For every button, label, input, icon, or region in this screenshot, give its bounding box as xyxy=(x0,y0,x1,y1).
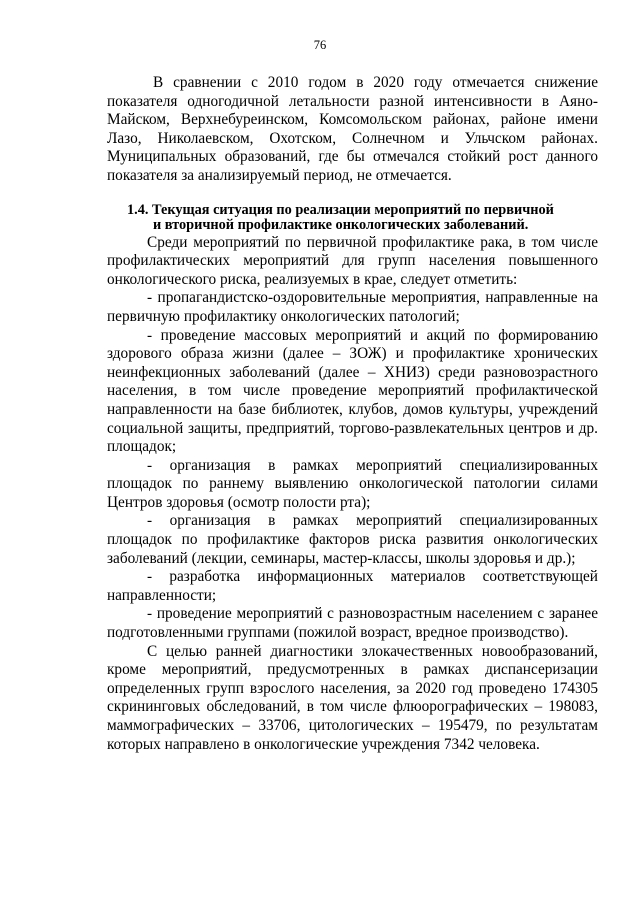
document-body xyxy=(107,74,598,754)
lead-paragraph: Среди мероприятий по первичной профилактике рака, в том числе профилактических мероприятий для групп населения повышенного онкологического риска, реализуемых в крае, следует отметить: xyxy=(107,233,598,288)
list-item: - разработка информационных материалов соответствующей направленности; xyxy=(107,568,598,604)
list-item: - пропагандистско-оздоровительные мероприятия, направленные на первичную профилактику онкологических патологий; xyxy=(107,289,598,325)
intro-paragraph: В сравнении с 2010 годом в 2020 году отмечается снижение показателя одногодичной летальности разной интенсивности в Аяно-Майском, Верхнебуреинском, Комсомольском районах, районе имени Лазо, Николаевском, Охотском, Солнечном и Ульчском районах. Муниципальных образований, где бы отмечался стойкий рост данного показателя за анализируемый период, не отмечается. xyxy=(107,74,598,184)
section-heading-line-2: и вторичной профилактике онкологических заболеваний. xyxy=(153,217,529,234)
page-number: 76 xyxy=(313,38,327,52)
list-item: - проведение массовых мероприятий и акций по формированию здорового образа жизни (далее – ЗОЖ) и профилактике хронических неинфекционных заболеваний (далее – ХНИЗ) среди разновозрастного населения, в том числе проведение мероприятий профилактической направленности на базе библиотек, клубов, домов культуры, учреждений социальной защиты, предприятий, торгово-развлекательных центров и др. площадок; xyxy=(107,326,598,456)
list-item: - организация в рамках мероприятий специализированных площадок по профилактике факторов риска развития онкологических заболеваний (лекции, семинары, мастер-классы, школы здоровья и др.); xyxy=(107,512,598,567)
section-heading-line-1: 1.4. Текущая ситуация по реализации мероприятий по первичной xyxy=(127,201,554,218)
list-item: - организация в рамках мероприятий специализированных площадок по раннему выявлению онкологической патологии силами Центров здоровья (осмотр полости рта); xyxy=(107,456,598,511)
section-heading xyxy=(107,203,598,234)
closing-paragraph: С целью ранней диагностики злокачественных новообразований, кроме мероприятий, предусмотренных в рамках диспансеризации определенных групп взрослого населения, за 2020 год проведено 174305 скрининговых обследований, в том числе флюорографических – 198083, маммографических – 33706, цитологических – 195479, по результатам которых направлено в онкологические учреждения 7342 человека. xyxy=(107,642,598,753)
list-item: - проведение мероприятий с разновозрастным населением с заранее подготовленными группами (пожилой возраст, вредное производство). xyxy=(107,605,598,642)
